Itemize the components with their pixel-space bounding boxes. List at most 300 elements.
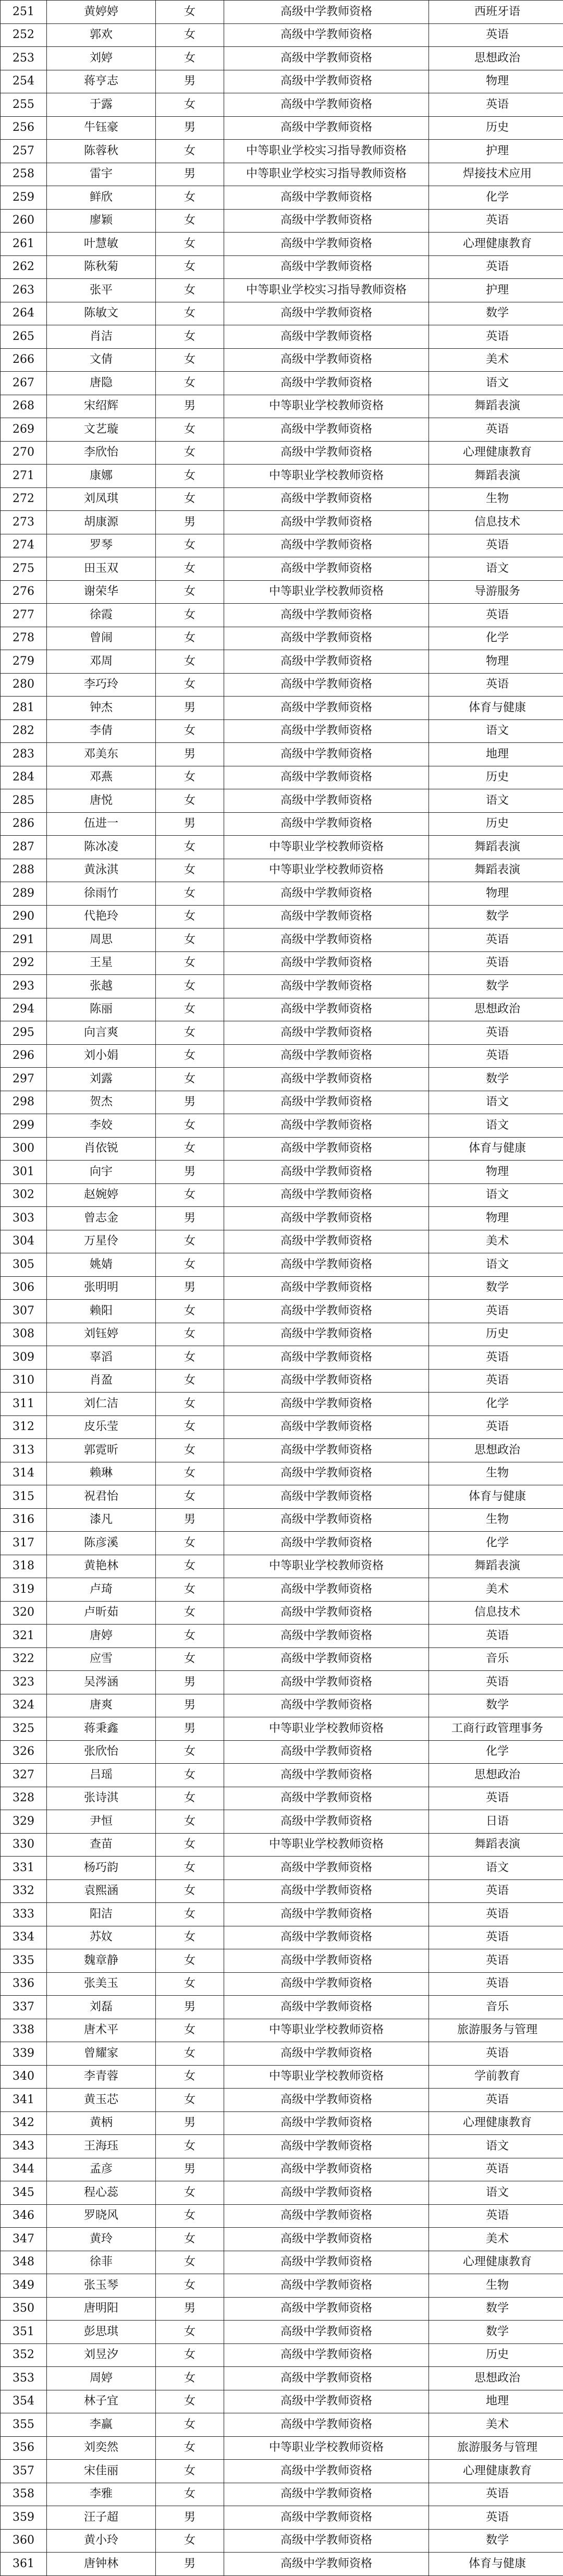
table-row [1,348,563,372]
subject-cell: 数学 [429,2297,563,2321]
row-number-cell: 255 [1,93,47,117]
row-number-cell: 316 [1,1508,47,1532]
gender-cell: 女 [156,1787,224,1810]
row-number-cell: 269 [1,418,47,442]
row-number-cell: 301 [1,1161,47,1184]
qualification-type-cell: 高级中学教师资格 [224,2343,429,2367]
subject-cell: 护理 [429,279,563,302]
table-row [1,1462,563,1485]
qualification-type-cell: 高级中学教师资格 [224,70,429,93]
teacher-name-cell: 鲜欣 [47,186,156,210]
gender-cell: 女 [156,1833,224,1857]
subject-cell: 信息技术 [429,1601,563,1625]
qualification-type-cell: 高级中学教师资格 [224,93,429,117]
subject-cell: 舞蹈表演 [429,859,563,882]
subject-cell: 英语 [429,255,563,279]
row-number-cell: 266 [1,348,47,372]
qualification-type-cell: 高级中学教师资格 [224,1207,429,1230]
row-number-cell: 299 [1,1114,47,1138]
subject-cell: 语文 [429,1253,563,1277]
row-number-cell: 361 [1,2553,47,2576]
gender-cell: 女 [156,1764,224,1787]
qualification-type-cell: 高级中学教师资格 [224,2204,429,2228]
row-number-cell: 325 [1,1717,47,1741]
table-row [1,951,563,975]
row-number-cell: 308 [1,1323,47,1346]
subject-cell: 化学 [429,186,563,210]
gender-cell: 女 [156,1647,224,1671]
row-number-cell: 358 [1,2483,47,2506]
subject-cell: 焊接技术应用 [429,163,563,186]
table-row [1,163,563,186]
qualification-type-cell: 高级中学教师资格 [224,534,429,557]
table-row [1,1787,563,1810]
qualification-type-cell: 高级中学教师资格 [224,209,429,233]
gender-cell: 男 [156,70,224,93]
subject-cell: 物理 [429,650,563,674]
gender-cell: 女 [156,255,224,279]
subject-cell: 思想政治 [429,1439,563,1462]
subject-cell: 舞蹈表演 [429,1555,563,1578]
subject-cell: 化学 [429,1393,563,1416]
table-row [1,1276,563,1300]
qualification-type-cell: 高级中学教师资格 [224,2506,429,2530]
subject-cell: 语文 [429,1857,563,1880]
table-row [1,233,563,256]
subject-cell: 西班牙语 [429,1,563,24]
subject-cell: 生物 [429,1508,563,1532]
qualification-type-cell: 高级中学教师资格 [224,929,429,952]
table-row [1,604,563,627]
teacher-name-cell: 廖颖 [47,209,156,233]
subject-cell: 英语 [429,1926,563,1949]
row-number-cell: 335 [1,1949,47,1973]
teacher-name-cell: 彭思琪 [47,2321,156,2344]
teacher-name-cell: 阳洁 [47,1903,156,1926]
qualification-type-cell: 高级中学教师资格 [224,1300,429,1323]
subject-cell: 语文 [429,1091,563,1114]
subject-cell: 语文 [429,1114,563,1138]
table-row [1,1972,563,1996]
table-row [1,1926,563,1949]
qualification-type-cell: 高级中学教师资格 [224,1694,429,1717]
teacher-name-cell: 康娜 [47,465,156,488]
subject-cell: 语文 [429,2181,563,2205]
gender-cell: 女 [156,627,224,650]
gender-cell: 男 [156,2506,224,2530]
teacher-name-cell: 刘昱汐 [47,2343,156,2367]
table-row [1,929,563,952]
teacher-name-cell: 皮乐莹 [47,1415,156,1439]
row-number-cell: 281 [1,697,47,720]
row-number-cell: 282 [1,719,47,743]
subject-cell: 美术 [429,2413,563,2437]
qualification-type-cell: 高级中学教师资格 [224,719,429,743]
teacher-name-cell: 赖阳 [47,1300,156,1323]
table-row [1,534,563,557]
gender-cell: 女 [156,209,224,233]
table-row [1,1996,563,2019]
gender-cell: 女 [156,1253,224,1277]
teacher-name-cell: 卢昕茹 [47,1601,156,1625]
teacher-name-cell: 李欣怡 [47,441,156,465]
row-number-cell: 295 [1,1021,47,1045]
row-number-cell: 288 [1,859,47,882]
row-number-cell: 337 [1,1996,47,2019]
teacher-name-cell: 唐悦 [47,789,156,813]
gender-cell: 女 [156,998,224,1021]
subject-cell: 语文 [429,719,563,743]
subject-cell: 历史 [429,766,563,789]
gender-cell: 女 [156,604,224,627]
qualification-type-cell: 高级中学教师资格 [224,627,429,650]
teacher-name-cell: 程心蕊 [47,2181,156,2205]
table-row [1,2436,563,2460]
gender-cell: 女 [156,1369,224,1393]
qualification-type-cell: 高级中学教师资格 [224,1253,429,1277]
qualification-type-cell: 高级中学教师资格 [224,2158,429,2181]
row-number-cell: 320 [1,1601,47,1625]
subject-cell: 英语 [429,418,563,442]
qualification-type-cell: 高级中学教师资格 [224,1810,429,1834]
subject-cell: 历史 [429,1323,563,1346]
subject-cell: 英语 [429,2089,563,2112]
table-row [1,882,563,906]
subject-cell: 英语 [429,1671,563,1694]
teacher-name-cell: 王星 [47,951,156,975]
table-row [1,859,563,882]
row-number-cell: 271 [1,465,47,488]
table-row [1,2529,563,2553]
qualification-type-cell: 中等职业学校教师资格 [224,1555,429,1578]
subject-cell: 英语 [429,2204,563,2228]
row-number-cell: 297 [1,1068,47,1091]
table-row [1,2019,563,2042]
teacher-name-cell: 伍进一 [47,812,156,836]
subject-cell: 心理健康教育 [429,233,563,256]
subject-cell: 数学 [429,2529,563,2553]
table-row [1,93,563,117]
gender-cell: 男 [156,812,224,836]
teacher-name-cell: 徐雨竹 [47,882,156,906]
gender-cell: 女 [156,23,224,47]
gender-cell: 女 [156,2065,224,2089]
qualification-type-cell: 高级中学教师资格 [224,1462,429,1485]
row-number-cell: 275 [1,557,47,581]
table-row [1,789,563,813]
gender-cell: 女 [156,441,224,465]
gender-cell: 女 [156,279,224,302]
table-row [1,975,563,998]
qualification-type-cell: 高级中学教师资格 [224,1671,429,1694]
table-row [1,2553,563,2576]
row-number-cell: 323 [1,1671,47,1694]
teacher-name-cell: 唐钟林 [47,2553,156,2576]
teacher-name-cell: 陈秋菊 [47,255,156,279]
row-number-cell: 280 [1,673,47,697]
gender-cell: 女 [156,2181,224,2205]
subject-cell: 英语 [429,1879,563,1903]
qualification-type-cell: 高级中学教师资格 [224,975,429,998]
teacher-name-cell: 肖盈 [47,1369,156,1393]
row-number-cell: 318 [1,1555,47,1578]
gender-cell: 女 [156,859,224,882]
row-number-cell: 283 [1,743,47,766]
table-row [1,2343,563,2367]
row-number-cell: 257 [1,140,47,163]
qualification-type-cell: 高级中学教师资格 [224,1393,429,1416]
row-number-cell: 315 [1,1485,47,1509]
table-row [1,1161,563,1184]
table-row [1,2390,563,2413]
table-row [1,2042,563,2066]
row-number-cell: 326 [1,1740,47,1764]
gender-cell: 女 [156,1021,224,1045]
gender-cell: 男 [156,697,224,720]
subject-cell: 英语 [429,1625,563,1648]
subject-cell: 英语 [429,23,563,47]
teacher-name-cell: 魏章静 [47,1949,156,1973]
gender-cell: 女 [156,1346,224,1370]
table-row [1,209,563,233]
table-row [1,650,563,674]
gender-cell: 女 [156,1903,224,1926]
qualification-type-cell: 高级中学教师资格 [224,1601,429,1625]
teacher-name-cell: 王海珏 [47,2135,156,2158]
subject-cell: 数学 [429,975,563,998]
qualification-type-cell: 高级中学教师资格 [224,325,429,349]
gender-cell: 女 [156,650,224,674]
row-number-cell: 360 [1,2529,47,2553]
subject-cell: 美术 [429,1578,563,1602]
subject-cell: 英语 [429,2158,563,2181]
row-number-cell: 267 [1,372,47,395]
teacher-name-cell: 查苗 [47,1833,156,1857]
subject-cell: 体育与健康 [429,1485,563,1509]
qualification-type-cell: 高级中学教师资格 [224,1996,429,2019]
subject-cell: 舞蹈表演 [429,465,563,488]
teacher-name-cell: 姚婧 [47,1253,156,1277]
subject-cell: 体育与健康 [429,2553,563,2576]
row-number-cell: 310 [1,1369,47,1393]
table-row [1,2274,563,2298]
table-row [1,1601,563,1625]
row-number-cell: 313 [1,1439,47,1462]
teacher-name-cell: 曾耀家 [47,2042,156,2066]
gender-cell: 女 [156,302,224,325]
gender-cell: 女 [156,1949,224,1973]
row-number-cell: 321 [1,1625,47,1648]
teacher-name-cell: 黄柄 [47,2111,156,2135]
subject-cell: 音乐 [429,1647,563,1671]
table-row [1,1300,563,1323]
row-number-cell: 278 [1,627,47,650]
teacher-name-cell: 周婷 [47,2367,156,2390]
teacher-name-cell: 漆凡 [47,1508,156,1532]
row-number-cell: 327 [1,1764,47,1787]
qualification-type-cell: 高级中学教师资格 [224,372,429,395]
subject-cell: 体育与健康 [429,697,563,720]
table-row [1,1369,563,1393]
gender-cell: 女 [156,2089,224,2112]
subject-cell: 心理健康教育 [429,2111,563,2135]
table-row [1,812,563,836]
teacher-name-cell: 田玉双 [47,557,156,581]
row-number-cell: 309 [1,1346,47,1370]
table-row [1,673,563,697]
gender-cell: 女 [156,2460,224,2483]
table-row [1,70,563,93]
table-row [1,418,563,442]
subject-cell: 美术 [429,2228,563,2251]
qualification-type-cell: 高级中学教师资格 [224,1532,429,1555]
row-number-cell: 264 [1,302,47,325]
teacher-name-cell: 蒋秉鑫 [47,1717,156,1741]
teacher-name-cell: 肖依锐 [47,1137,156,1161]
teacher-name-cell: 唐明阳 [47,2297,156,2321]
gender-cell: 女 [156,1926,224,1949]
table-row [1,1555,563,1578]
teacher-name-cell: 郭霓昕 [47,1439,156,1462]
qualification-type-cell: 高级中学教师资格 [224,1415,429,1439]
row-number-cell: 272 [1,487,47,511]
subject-cell: 英语 [429,1415,563,1439]
gender-cell: 男 [156,1717,224,1741]
teacher-name-cell: 向宇 [47,1161,156,1184]
subject-cell: 英语 [429,1369,563,1393]
gender-cell: 女 [156,2343,224,2367]
subject-cell: 物理 [429,1207,563,1230]
teacher-name-cell: 陈丽 [47,998,156,1021]
row-number-cell: 355 [1,2413,47,2437]
qualification-type-cell: 中等职业学校教师资格 [224,2436,429,2460]
qualification-type-cell: 高级中学教师资格 [224,743,429,766]
table-row [1,1903,563,1926]
qualification-type-cell: 高级中学教师资格 [224,1276,429,1300]
gender-cell: 女 [156,1555,224,1578]
table-row [1,2228,563,2251]
subject-cell: 物理 [429,882,563,906]
row-number-cell: 340 [1,2065,47,2089]
table-row [1,1207,563,1230]
qualification-type-cell: 高级中学教师资格 [224,1972,429,1996]
gender-cell: 女 [156,2228,224,2251]
gender-cell: 女 [156,975,224,998]
subject-cell: 学前教育 [429,2065,563,2089]
qualification-type-cell: 高级中学教师资格 [224,812,429,836]
teacher-name-cell: 孟彦 [47,2158,156,2181]
qualification-type-cell: 高级中学教师资格 [224,2274,429,2298]
subject-cell: 美术 [429,1230,563,1253]
table-row [1,557,563,581]
subject-cell: 英语 [429,1346,563,1370]
row-number-cell: 322 [1,1647,47,1671]
row-number-cell: 279 [1,650,47,674]
row-number-cell: 285 [1,789,47,813]
teacher-name-cell: 张越 [47,975,156,998]
row-number-cell: 300 [1,1137,47,1161]
teacher-name-cell: 曾闹 [47,627,156,650]
row-number-cell: 292 [1,951,47,975]
table-row [1,1532,563,1555]
gender-cell: 男 [156,2297,224,2321]
table-row [1,1764,563,1787]
table-row [1,905,563,929]
gender-cell: 女 [156,487,224,511]
gender-cell: 男 [156,1276,224,1300]
table-row [1,465,563,488]
gender-cell: 男 [156,395,224,418]
qualification-type-cell: 高级中学教师资格 [224,1926,429,1949]
qualification-type-cell: 高级中学教师资格 [224,2321,429,2344]
teacher-name-cell: 吴涔涵 [47,1671,156,1694]
table-row [1,2111,563,2135]
qualification-type-cell: 高级中学教师资格 [224,1578,429,1602]
teacher-name-cell: 宋绍辉 [47,395,156,418]
qualification-type-cell: 高级中学教师资格 [224,2367,429,2390]
qualification-type-cell: 高级中学教师资格 [224,1485,429,1509]
table-row [1,1439,563,1462]
teacher-name-cell: 张平 [47,279,156,302]
subject-cell: 地理 [429,743,563,766]
row-number-cell: 277 [1,604,47,627]
gender-cell: 女 [156,47,224,70]
qualification-type-cell: 高级中学教师资格 [224,951,429,975]
table-row [1,2367,563,2390]
teacher-name-cell: 陈彦溪 [47,1532,156,1555]
qualification-type-cell: 高级中学教师资格 [224,1346,429,1370]
gender-cell: 女 [156,140,224,163]
gender-cell: 男 [156,2158,224,2181]
subject-cell: 英语 [429,604,563,627]
row-number-cell: 268 [1,395,47,418]
teacher-name-cell: 万星伶 [47,1230,156,1253]
qualification-type-cell: 高级中学教师资格 [224,1764,429,1787]
teacher-name-cell: 尹恒 [47,1810,156,1834]
subject-cell: 心理健康教育 [429,2251,563,2274]
teacher-name-cell: 徐霞 [47,604,156,627]
subject-cell: 日语 [429,1810,563,1834]
row-number-cell: 349 [1,2274,47,2298]
gender-cell: 女 [156,766,224,789]
subject-cell: 舞蹈表演 [429,836,563,859]
row-number-cell: 312 [1,1415,47,1439]
gender-cell: 女 [156,2390,224,2413]
teacher-name-cell: 汪子超 [47,2506,156,2530]
teacher-name-cell: 文倩 [47,348,156,372]
qualification-type-cell: 高级中学教师资格 [224,348,429,372]
teacher-name-cell: 赵婉婷 [47,1183,156,1207]
table-row [1,1717,563,1741]
row-number-cell: 329 [1,1810,47,1834]
qualification-type-cell: 高级中学教师资格 [224,1879,429,1903]
table-row [1,186,563,210]
qualification-type-cell: 高级中学教师资格 [224,487,429,511]
qualification-type-cell: 高级中学教师资格 [224,1183,429,1207]
row-number-cell: 336 [1,1972,47,1996]
table-row [1,2089,563,2112]
gender-cell: 女 [156,1300,224,1323]
teacher-name-cell: 贺杰 [47,1091,156,1114]
gender-cell: 女 [156,2529,224,2553]
subject-cell: 英语 [429,93,563,117]
qualification-type-cell: 高级中学教师资格 [224,2297,429,2321]
table-row [1,116,563,140]
teacher-name-cell: 雷宇 [47,163,156,186]
subject-cell: 信息技术 [429,511,563,534]
row-number-cell: 290 [1,905,47,929]
row-number-cell: 357 [1,2460,47,2483]
